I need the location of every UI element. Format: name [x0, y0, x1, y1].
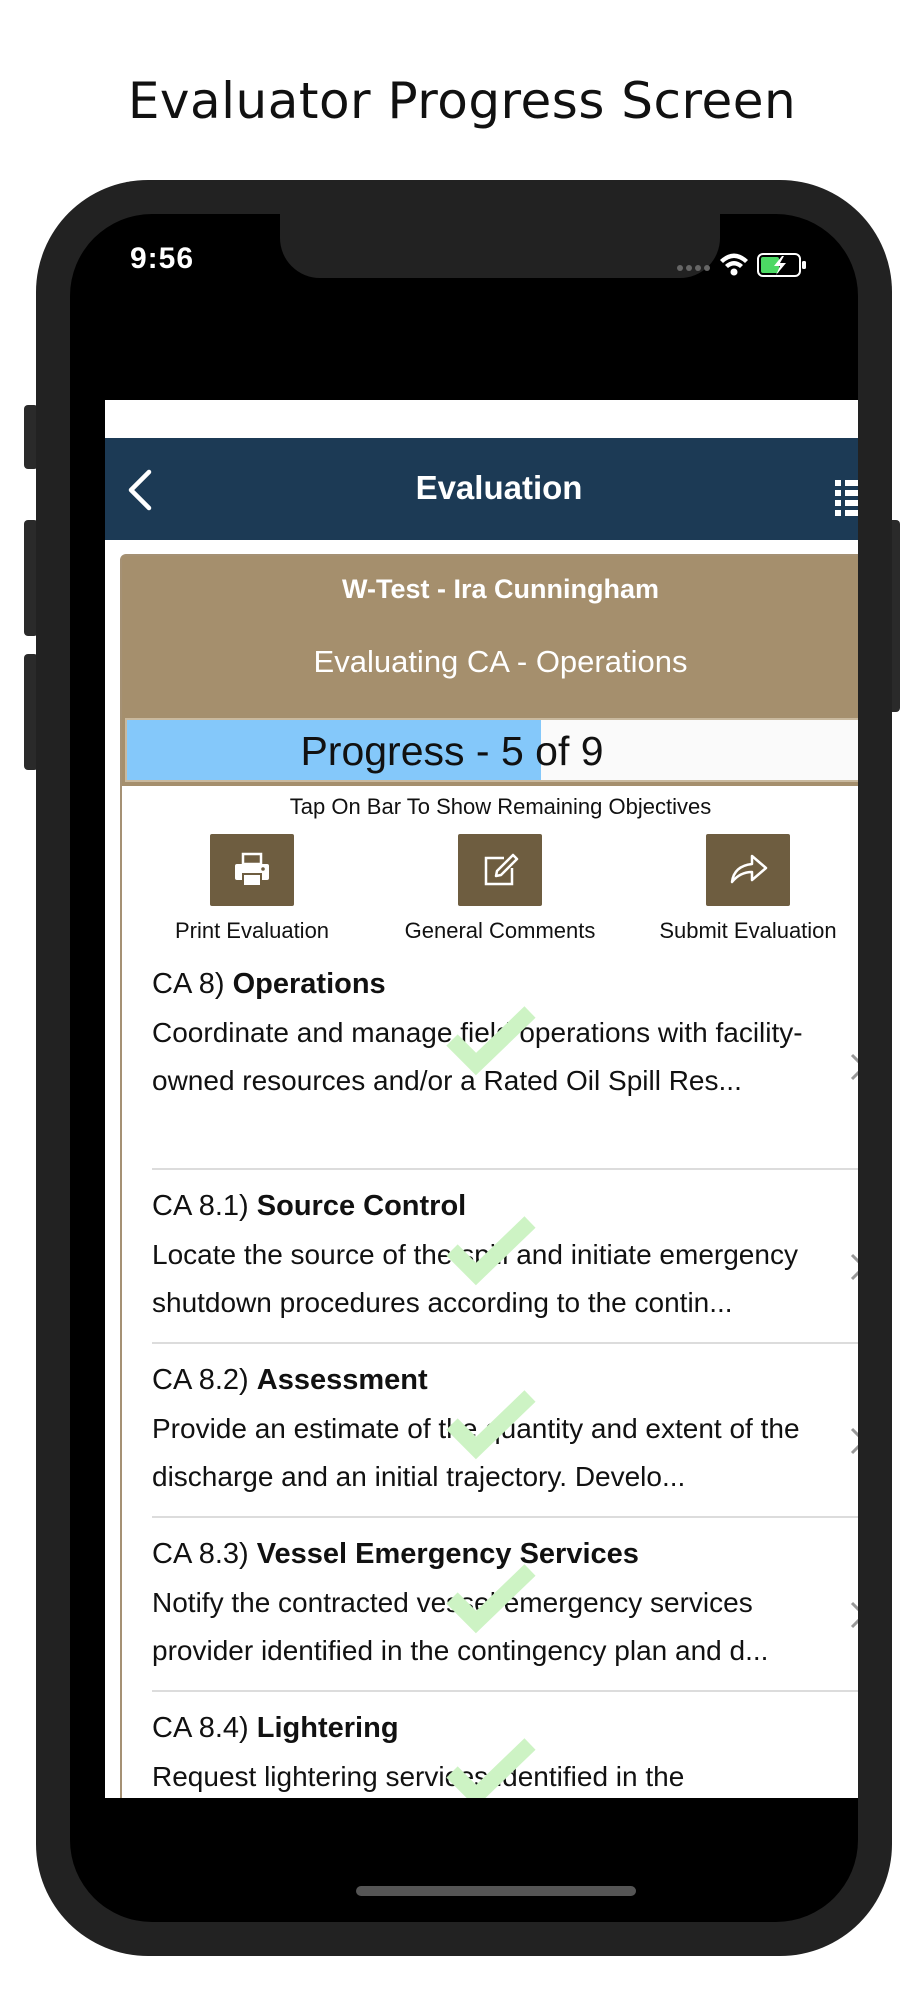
objective-item[interactable]: [152, 1190, 858, 1344]
objective-item[interactable]: [152, 1538, 858, 1692]
checkmark-icon: [442, 1736, 538, 1798]
objective-name: Operations: [232, 968, 386, 1000]
progress-bar[interactable]: [125, 718, 858, 782]
checkmark-icon: [442, 1004, 538, 1076]
status-icons: [674, 248, 814, 278]
chevron-right-icon: [848, 1426, 858, 1456]
objective-name: Vessel Emergency Services: [256, 1538, 639, 1570]
objective-item[interactable]: [152, 1364, 858, 1518]
page-headline: Evaluator Progress Screen: [127, 72, 797, 130]
print-evaluation-label: Print Evaluation: [174, 918, 330, 943]
objective-description: Request lightering services identified in the: [152, 1761, 685, 1792]
evaluation-header: [122, 556, 858, 786]
objective-item[interactable]: [152, 968, 858, 1170]
chevron-right-icon: [848, 1252, 858, 1282]
objective-description: Provide an estimate of the quantity and extent of the discharge and an initial trajectory. Develo...: [152, 1413, 800, 1492]
objective-description: Coordinate and manage field operations with facility-owned resources and/or a Rated Oil Spill Res...: [152, 1017, 803, 1096]
objective-name: Source Control: [256, 1190, 467, 1222]
notch: [280, 214, 720, 278]
checkmark-icon: [442, 1562, 538, 1634]
list-icon[interactable]: [835, 478, 858, 518]
objective-name: Lightering: [256, 1712, 399, 1744]
submit-evaluation-label: Submit Evaluation: [659, 918, 837, 943]
printer-icon: [210, 834, 294, 906]
wifi-icon: [720, 254, 748, 276]
home-indicator[interactable]: [356, 1886, 636, 1896]
objective-code: CA 8.2): [152, 1364, 249, 1396]
nav-title: Evaluation: [415, 469, 583, 506]
objective-title: [152, 968, 858, 1001]
progress-label: Progress - 5 of 9: [300, 728, 604, 774]
signal-icon: [677, 265, 710, 271]
app-content: [105, 400, 858, 1798]
share-icon: [706, 834, 790, 906]
checkmark-icon: [442, 1214, 538, 1286]
objective-description: Locate the source of the spill and initiate emergency shutdown procedures according to the contin...: [152, 1239, 798, 1318]
submit-evaluation-button[interactable]: [628, 834, 858, 954]
edit-icon: [458, 834, 542, 906]
back-icon[interactable]: [121, 468, 161, 512]
objective-item[interactable]: [152, 1712, 858, 1798]
general-comments-label: General Comments: [404, 918, 596, 943]
objective-description: Notify the contracted vessel emergency services provider identified in the contingency plan and d...: [152, 1587, 769, 1666]
general-comments-button[interactable]: [380, 834, 620, 954]
nav-bar: [105, 438, 858, 540]
evaluation-card: [120, 554, 858, 1798]
objective-code: CA 8): [152, 968, 225, 1000]
objective-code: CA 8.3): [152, 1538, 249, 1570]
objective-code: CA 8.4): [152, 1712, 249, 1744]
print-evaluation-button[interactable]: [132, 834, 372, 954]
chevron-right-icon: [848, 1052, 858, 1082]
phone-screen: [70, 214, 858, 1922]
status-time: 9:56: [130, 242, 195, 275]
tap-hint: Tap On Bar To Show Remaining Objectives: [289, 794, 712, 819]
phone-frame: [36, 180, 892, 1956]
battery-icon: [758, 254, 806, 276]
objective-name: Assessment: [256, 1364, 428, 1396]
checkmark-icon: [442, 1388, 538, 1460]
evaluator-name: W-Test - Ira Cunningham: [342, 574, 659, 604]
objective-code: CA 8.1): [152, 1190, 249, 1222]
evaluating-label: Evaluating CA - Operations: [313, 644, 688, 679]
chevron-right-icon: [848, 1600, 858, 1630]
